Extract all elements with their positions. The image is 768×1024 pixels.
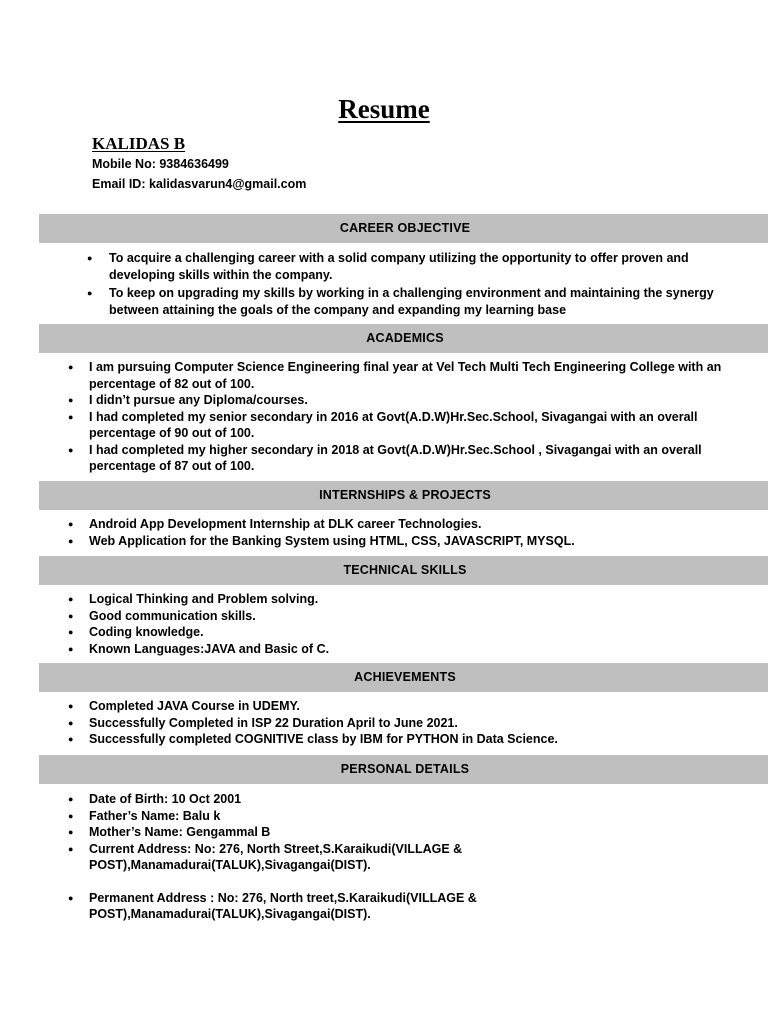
email-address: Email ID: kalidasvarun4@gmail.com — [92, 177, 307, 191]
bullet-icon: ● — [68, 810, 74, 821]
list-item: ● Known Languages:JAVA and Basic of C. — [68, 641, 330, 656]
bullet-icon: ● — [68, 594, 74, 604]
bullet-icon: ● — [68, 701, 74, 711]
list-item: ● To keep on upgrading my skills by working in a challenging environment and maintaining the synergy between attaining the goals of the company and expanding my learning base — [87, 286, 714, 317]
section-header-technical-skills: TECHNICAL SKILLS — [39, 556, 768, 585]
list-item: ● To acquire a challenging career with a solid company utilizing the opportunity to offer proven and developing skills within the company. — [87, 251, 689, 282]
bullet-icon: ● — [87, 253, 93, 263]
list-item: ● Date of Birth: 10 Oct 2001 — [68, 792, 242, 806]
list-item: ● Coding knowledge. — [68, 625, 204, 639]
bullet-icon: ● — [68, 395, 74, 405]
mobile-number: Mobile No: 9384636499 — [92, 157, 229, 171]
bullet-icon: ● — [68, 643, 74, 654]
bullet-icon: ● — [68, 362, 74, 372]
bullet-icon: ● — [68, 610, 74, 621]
section-header-personal-details: PERSONAL DETAILS — [39, 755, 768, 784]
bullet-icon: ● — [68, 827, 74, 837]
bullet-icon: ● — [68, 734, 74, 744]
section-header-academics: ACADEMICS — [39, 324, 768, 353]
list-item: ● Successfully Completed in ISP 22 Duration April to June 2021. — [68, 715, 458, 730]
list-item: ● Mother’s Name: Gengammal B — [68, 825, 271, 839]
bullet-icon: ● — [68, 717, 74, 728]
achievements-list — [68, 698, 728, 748]
bullet-icon: ● — [68, 535, 74, 546]
bullet-icon: ● — [68, 892, 74, 903]
bullet-icon: ● — [68, 444, 74, 455]
candidate-name: KALIDAS B — [92, 134, 186, 153]
bullet-icon: ● — [87, 288, 93, 298]
list-item: ● I had completed my higher secondary in 2018 at Govt(A.D.W)Hr.Sec.School , Sivagangai with an overall percentage of 87 out of 100. — [68, 442, 702, 473]
personal-details-list — [68, 791, 528, 923]
bullet-icon: ● — [68, 627, 74, 637]
career-objective-list — [87, 250, 727, 318]
list-item: ● Successfully completed COGNITIVE class by IBM for PYTHON in Data Science. — [68, 732, 558, 746]
list-item: ● I didn’t pursue any Diploma/courses. — [68, 393, 308, 407]
section-header-internships: INTERNSHIPS & PROJECTS — [39, 481, 768, 510]
list-item: ● I had completed my senior secondary in 2016 at Govt(A.D.W)Hr.Sec.School, Sivagangai with an overall percentage of 90 out of 100. — [68, 409, 698, 440]
internships-list — [68, 516, 728, 549]
section-header-achievements: ACHIEVEMENTS — [39, 663, 768, 692]
list-spacer — [68, 874, 528, 890]
academics-list — [68, 359, 728, 475]
list-item: ● Current Address: No: 276, North Street,S.Karaikudi(VILLAGE & POST),Manamadurai(TALUK),Sivagangai(DIST). — [68, 841, 463, 872]
page-title: Resume — [338, 94, 430, 124]
list-item: ● Completed JAVA Course in UDEMY. — [68, 699, 300, 713]
list-item: ● Logical Thinking and Problem solving. — [68, 592, 319, 606]
bullet-icon: ● — [68, 519, 74, 529]
bullet-icon: ● — [68, 794, 74, 804]
list-item: ● Father’s Name: Balu k — [68, 808, 221, 823]
list-item: ● Good communication skills. — [68, 608, 256, 623]
technical-skills-list — [68, 591, 728, 657]
bullet-icon: ● — [68, 411, 74, 422]
section-header-career-objective: CAREER OBJECTIVE — [39, 214, 768, 243]
bullet-icon: ● — [68, 843, 74, 854]
list-item: ● Web Application for the Banking System using HTML, CSS, JAVASCRIPT, MYSQL. — [68, 533, 575, 548]
list-item: ● I am pursuing Computer Science Engineering final year at Vel Tech Multi Tech Engineering College with an percentage of 82 out of 100. — [68, 360, 722, 391]
list-item: ● Android App Development Internship at DLK career Technologies. — [68, 517, 482, 531]
list-item: ● Permanent Address : No: 276, North treet,S.Karaikudi(VILLAGE & POST),Manamadurai(TALUK),Sivagangai(DIST). — [68, 890, 477, 921]
